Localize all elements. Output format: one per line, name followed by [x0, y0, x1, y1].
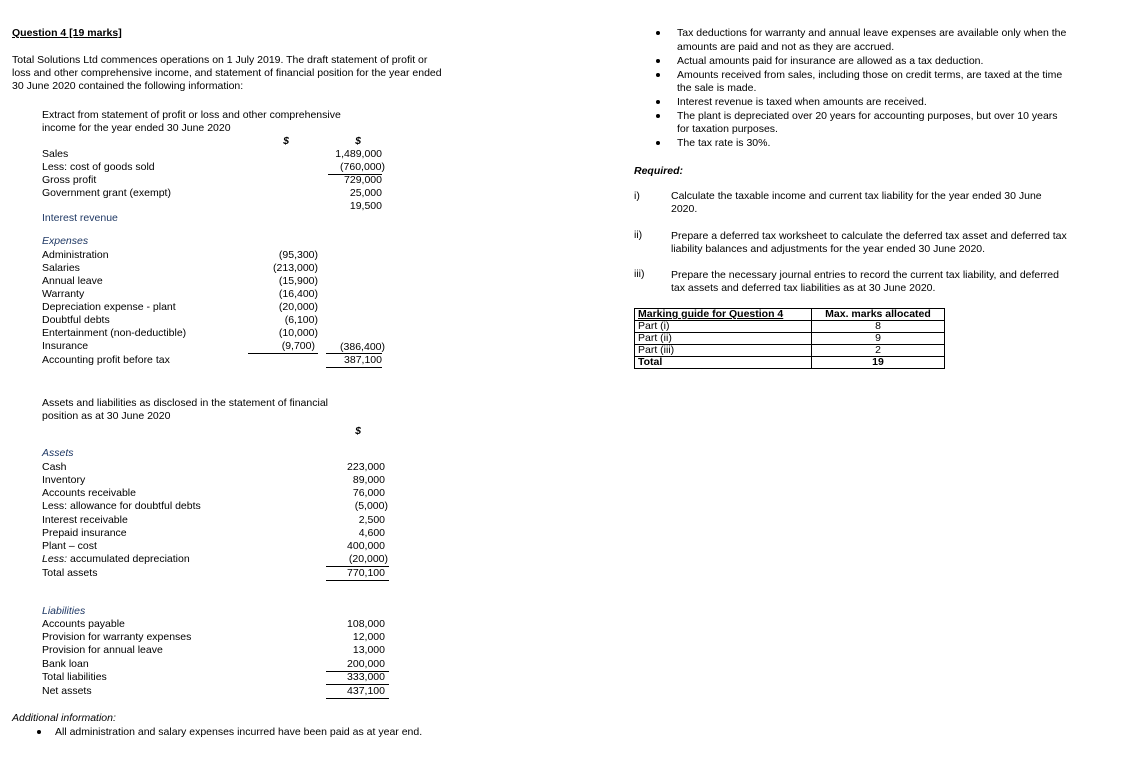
pl-cogs-label: Less: cost of goods sold — [42, 161, 155, 173]
liability-amount: 200,000 — [347, 658, 385, 670]
liability-label: Net assets — [42, 685, 92, 697]
expense-amount: (95,300) — [278, 249, 318, 261]
required-heading: Required: — [634, 165, 684, 177]
profit-underline — [326, 367, 382, 368]
right-bullet-1-line-2: amounts are paid and not as they are accrued. — [677, 41, 895, 53]
required-part-line: Calculate the taxable income and current tax liability for the year ended 30 June — [671, 190, 1042, 202]
right-bullet-2: Actual amounts paid for insurance are allowed as a tax deduction. — [677, 55, 984, 67]
pl-total-expenses: (386,400) — [340, 341, 385, 353]
bs-heading-2: position as at 30 June 2020 — [42, 410, 171, 422]
liability-amount: 437,100 — [347, 685, 385, 697]
expense-label: Salaries — [42, 262, 80, 274]
marking-part: Part (ii) — [635, 333, 812, 345]
required-part-num: ii) — [634, 229, 643, 241]
accum-dep-text: accumulated depreciation — [67, 553, 190, 565]
pl-profit-amount: 387,100 — [344, 354, 382, 366]
accum-dep-less: Less: — [42, 553, 68, 565]
marking-row — [635, 345, 945, 357]
asset-label: Plant – cost — [42, 540, 97, 552]
expense-amount: (15,900) — [278, 275, 318, 287]
asset-amount: 76,000 — [352, 487, 385, 499]
marking-total-label: Total — [635, 357, 812, 369]
bs-assets-heading: Assets — [42, 447, 74, 459]
bs-heading-1: Assets and liabilities as disclosed in the statement of financial — [42, 397, 328, 409]
expense-amount: (20,000) — [278, 301, 318, 313]
asset-amount: (5,000) — [354, 500, 388, 512]
asset-amount: 2,500 — [358, 514, 385, 526]
asset-label: Prepaid insurance — [42, 527, 127, 539]
right-bullet-3-line-1: Amounts received from sales, including those on credit terms, are taxed at the time — [677, 69, 1063, 81]
marking-header-row — [635, 309, 945, 321]
asset-label: Accounts receivable — [42, 487, 136, 499]
bullet-dot — [656, 31, 660, 35]
marking-total-marks: 19 — [812, 357, 945, 369]
pl-heading-1: Extract from statement of profit or loss and other comprehensive — [42, 109, 341, 121]
marking-header-right: Max. marks allocated — [812, 309, 945, 321]
pl-grant-amount: 25,000 — [349, 187, 382, 199]
expense-label: Warranty — [42, 288, 85, 300]
expense-label: Doubtful debts — [42, 314, 110, 326]
marking-marks: 2 — [812, 345, 945, 357]
bullet-dot — [656, 73, 660, 77]
additional-bullet-1: All administration and salary expenses incurred have been paid as at year end. — [55, 726, 423, 738]
bs-liabilities-heading: Liabilities — [42, 605, 86, 617]
net-assets-underline — [326, 698, 389, 699]
marking-guide-table — [634, 308, 945, 369]
asset-label: Interest receivable — [42, 514, 128, 526]
marking-marks: 9 — [812, 333, 945, 345]
liability-amount: 13,000 — [352, 644, 385, 656]
bullet-dot — [656, 141, 660, 145]
pl-col1-header: $ — [283, 135, 289, 147]
expense-amount: (10,000) — [278, 327, 318, 339]
right-bullet-6: The tax rate is 30%. — [677, 137, 771, 149]
pl-col2-header: $ — [355, 135, 361, 147]
expense-label: Insurance — [42, 340, 89, 352]
right-bullet-5-line-2: for taxation purposes. — [677, 123, 778, 135]
total-assets-underline — [326, 580, 389, 581]
expense-amount: (213,000) — [273, 262, 318, 274]
asset-label: Less: allowance for doubtful debts — [42, 500, 201, 512]
asset-amount: 400,000 — [347, 540, 385, 552]
pl-gross-profit-label: Gross profit — [42, 174, 97, 186]
asset-label: Cash — [42, 461, 67, 473]
pl-cogs-amount: (760,000) — [340, 161, 385, 173]
marking-part: Part (i) — [635, 321, 812, 333]
required-part-line: Prepare the necessary journal entries to record the current tax liability, and deferred — [671, 269, 1059, 281]
bullet-dot — [656, 59, 660, 63]
intro-line-2: loss and other comprehensive income, and statement of financial position for the year ended — [12, 67, 442, 79]
required-part-num: iii) — [634, 268, 645, 280]
bullet-dot — [656, 114, 660, 118]
pl-heading-2: income for the year ended 30 June 2020 — [42, 122, 231, 134]
pl-grant-label: Government grant (exempt) — [42, 187, 171, 199]
required-part-num: i) — [634, 190, 640, 202]
liability-label: Provision for warranty expenses — [42, 631, 192, 643]
question-title: Question 4 [19 marks] — [12, 27, 122, 39]
marking-row — [635, 333, 945, 345]
expenses-underline — [248, 353, 318, 354]
asset-label-accum-dep — [42, 553, 190, 566]
expense-amount: (16,400) — [278, 288, 318, 300]
right-bullet-4: Interest revenue is taxed when amounts are received. — [677, 96, 927, 108]
liability-amount: 108,000 — [347, 618, 385, 630]
pl-sales-label: Sales — [42, 148, 69, 160]
marking-marks: 8 — [812, 321, 945, 333]
liability-label: Total liabilities — [42, 671, 107, 683]
liability-amount: 333,000 — [347, 671, 385, 683]
asset-amount: (20,000) — [348, 553, 388, 565]
pl-sales-amount: 1,489,000 — [335, 148, 382, 160]
intro-line-3: 30 June 2020 contained the following information: — [12, 80, 244, 92]
marking-part: Part (iii) — [635, 345, 812, 357]
marking-header-left: Marking guide for Question 4 — [635, 309, 812, 321]
marking-row — [635, 321, 945, 333]
liability-label: Provision for annual leave — [42, 644, 163, 656]
right-bullet-5-line-1: The plant is depreciated over 20 years for accounting purposes, but over 10 years — [677, 110, 1058, 122]
bullet-dot — [37, 730, 41, 734]
expense-label: Annual leave — [42, 275, 103, 287]
bs-col-header: $ — [355, 425, 361, 437]
required-part-line: 2020. — [671, 203, 698, 215]
asset-label: Inventory — [42, 474, 86, 486]
asset-amount: 89,000 — [352, 474, 385, 486]
pl-interest-amount: 19,500 — [349, 200, 382, 212]
pl-gross-profit-amount: 729,000 — [344, 174, 382, 186]
expense-label: Administration — [42, 249, 109, 261]
marking-total-row — [635, 357, 945, 369]
expense-label: Entertainment (non-deductible) — [42, 327, 187, 339]
right-bullet-1-line-1: Tax deductions for warranty and annual leave expenses are available only when the — [677, 27, 1067, 39]
liability-amount: 12,000 — [352, 631, 385, 643]
expense-amount: (6,100) — [284, 314, 318, 326]
pl-interest-label: Interest revenue — [42, 212, 118, 224]
asset-label: Total assets — [42, 567, 98, 579]
pl-profit-label: Accounting profit before tax — [42, 354, 170, 366]
pl-expenses-heading: Expenses — [42, 235, 89, 247]
required-part-line: Prepare a deferred tax worksheet to calculate the deferred tax asset and deferred tax — [671, 230, 1067, 242]
right-bullet-3-line-2: the sale is made. — [677, 82, 757, 94]
asset-amount: 4,600 — [358, 527, 385, 539]
asset-amount: 770,100 — [347, 567, 385, 579]
expense-amount: (9,700) — [281, 340, 315, 352]
asset-amount: 223,000 — [347, 461, 385, 473]
additional-heading: Additional information: — [12, 712, 116, 724]
expense-label: Depreciation expense - plant — [42, 301, 176, 313]
required-part-line: tax assets and deferred tax liabilities as at 30 June 2020. — [671, 282, 936, 294]
bullet-dot — [656, 100, 660, 104]
liability-label: Bank loan — [42, 658, 89, 670]
intro-line-1: Total Solutions Ltd commences operations on 1 July 2019. The draft statement of profit or — [12, 54, 428, 66]
required-part-line: liability balances and adjustments for the year ended 30 June 2020. — [671, 243, 986, 255]
liability-label: Accounts payable — [42, 618, 125, 630]
